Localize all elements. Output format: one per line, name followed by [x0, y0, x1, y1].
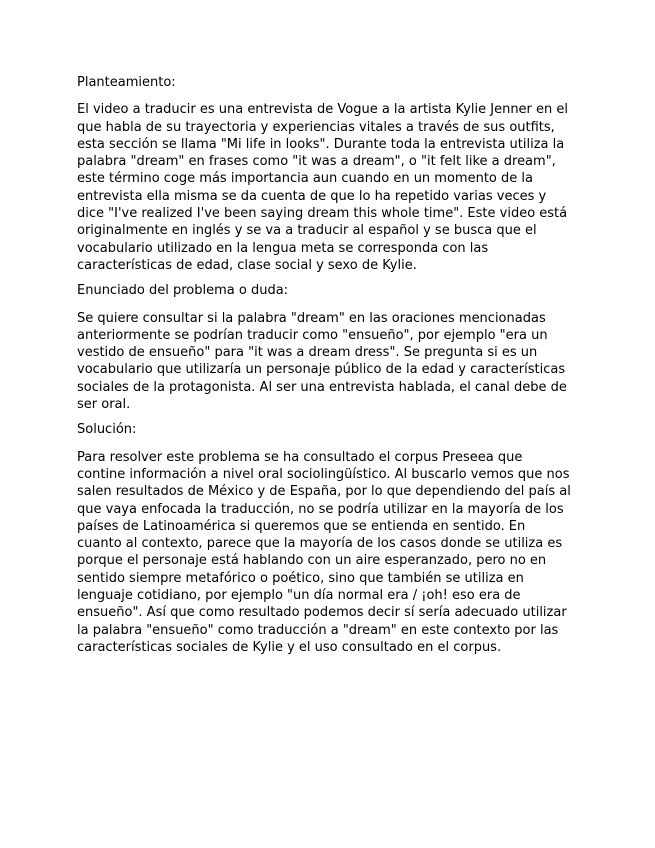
- section-heading-planteamiento: Planteamiento:: [77, 75, 176, 90]
- section-body-planteamiento: El video a traducir es una entrevista de Vogue a la artista Kylie Jenner en el que habla de su trayectoria y experiencias vitales a través de sus outfits, esta sección se llama "Mi life in looks". Durante toda la entrevista utiliza la palabra "dream" en frases como "it was a dream", o "it felt like a dream", este término coge más importancia aun cuando en un momento de la entrevista ella misma se da cuenta de que lo ha repetido varias veces y dice "I've realized I've been saying dream this whole time". Este video está originalmente en inglés y se va a traducir al español y se busca que el vocabulario utilizado en la lengua meta se corresponda con las características de edad, clase social y sexo de Kylie.: [77, 102, 569, 273]
- section-heading-enunciado: Enunciado del problema o duda:: [77, 283, 289, 299]
- section-heading-solucion: Solución:: [77, 422, 137, 438]
- section-body-enunciado: Se quiere consultar si la palabra "dream" en las oraciones mencionadas anteriormente se podrían traducir como "ensueño", por ejemplo "era un vestido de ensueño" para "it was a dream dress". Se pregunta si es un vocabulario que utilizaría un personaje público de la edad y características sociales de la protagonista. Al ser una entrevista hablada, el canal debe de ser oral.: [77, 310, 567, 413]
- section-body-solucion: Para resolver este problema se ha consultado el corpus Preseea que contine información a nivel oral sociolingüístico. Al buscarlo vemos que nos salen resultados de México y de España, por lo que dependiendo del país al que vaya enfocada la traducción, no se podría utilizar en la mayoría de los países de Latinoamérica si queremos que se entienda en sentido. En cuanto al contexto, parece que la mayoría de los casos donde se utiliza es porque el personaje está hablando con un aire esperanzado, pero no en sentido siempre metafórico o poético, sino que también se utiliza en lenguaje cotidiano, por ejemplo "un día normal era / ¡oh! eso era de ensueño". Así que como resultado podemos decir sí sería adecuado utilizar la palabra "ensueño" como traducción a "dream" en este contexto por las características sociales de Kylie y el uso consultado en el corpus.: [77, 449, 571, 655]
- document-page: [77, 74, 572, 664]
